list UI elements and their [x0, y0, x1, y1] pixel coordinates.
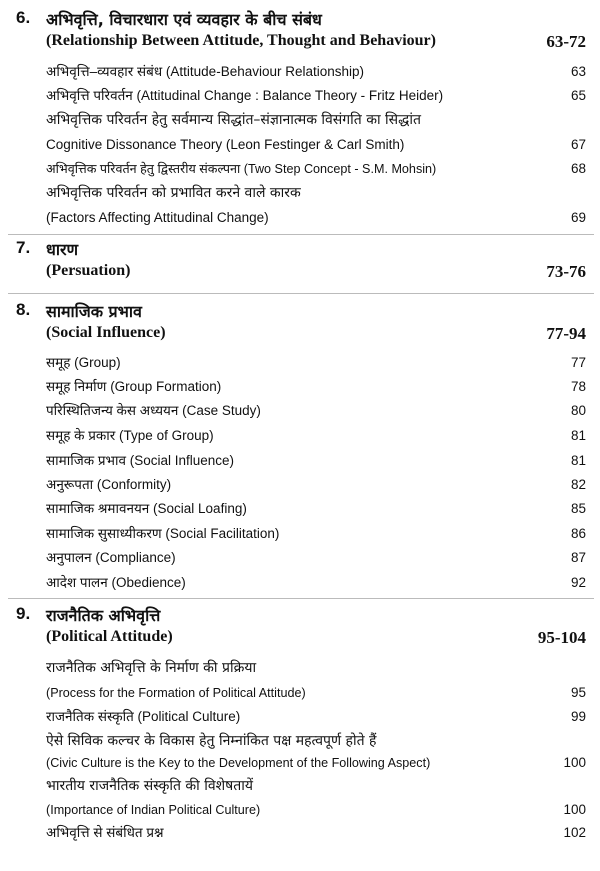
entry-page: 69 — [570, 210, 586, 225]
entry-page: 100 — [563, 755, 586, 770]
chapter-title-english: (Social Influence) — [46, 324, 166, 341]
entry-page: 78 — [570, 379, 586, 394]
entry-page: 81 — [570, 428, 586, 443]
entry-text: राजनैतिक संस्कृति (Political Culture) — [46, 709, 241, 724]
section-divider — [8, 598, 594, 599]
entry-text: समूह के प्रकार (Type of Group) — [46, 428, 214, 443]
toc-entry — [46, 159, 586, 181]
entry-page: 63 — [570, 64, 586, 79]
toc-entry — [46, 62, 586, 84]
entry-text: अनुरूपता (Conformity) — [46, 477, 172, 492]
entry-text: अभिवृत्तिक परिवर्तन हेतु सर्वमान्य सिद्धांत–संज्ञानात्मक विसंगति का सिद्धांत — [46, 112, 421, 128]
entry-page: 80 — [570, 403, 586, 418]
chapter-title-english: (Persuation) — [46, 262, 131, 279]
toc-entry — [46, 353, 586, 375]
entry-text: राजनैतिक अभिवृत्ति के निर्माण की प्रक्रिया — [46, 660, 257, 676]
toc-entry — [46, 548, 586, 570]
section-divider — [8, 234, 594, 235]
section-divider — [8, 293, 594, 294]
toc-entry — [46, 110, 586, 132]
entry-page: 77 — [570, 355, 586, 370]
entry-text: सामाजिक सुसाध्यीकरण (Social Facilitation) — [46, 526, 280, 541]
toc-entry — [46, 524, 586, 546]
entry-page: 87 — [570, 550, 586, 565]
chapter-number: 6. — [16, 8, 31, 27]
entry-text: समूह (Group) — [46, 355, 121, 370]
chapter-title-hindi: धारण — [46, 240, 79, 259]
entry-text: सामाजिक श्रमावनयन (Social Loafing) — [46, 501, 247, 516]
entry-page: 82 — [570, 477, 586, 492]
toc-entry — [46, 426, 586, 448]
entry-text: भारतीय राजनैतिक संस्कृति की विशेषतायें — [46, 778, 253, 794]
entry-page: 92 — [570, 575, 586, 590]
entry-text: ऐसे सिविक कल्चर के विकास हेतु निम्नांकित पक्ष महत्वपूर्ण होते हैं — [46, 733, 377, 749]
toc-entry — [46, 683, 586, 705]
chapter-title-english: (Political Attitude) — [46, 628, 173, 645]
entry-page: 81 — [570, 453, 586, 468]
entry-text: (Importance of Indian Political Culture) — [46, 803, 261, 817]
entry-text: अभिवृत्तिक परिवर्तन को प्रभावित करने वाले कारक — [46, 185, 301, 201]
toc-entry — [46, 208, 586, 230]
entry-page: 68 — [570, 161, 586, 176]
toc-entry — [46, 573, 586, 595]
entry-text: परिस्थितिजन्य केस अध्ययन (Case Study) — [46, 403, 261, 418]
entry-text: (Process for the Formation of Political Attitude) — [46, 686, 306, 700]
entry-page: 102 — [563, 825, 586, 840]
toc-entry — [46, 377, 586, 399]
toc-entry — [46, 86, 586, 108]
toc-entry — [46, 800, 586, 822]
entry-text: (Civic Culture is the Key to the Development of the Following Aspect) — [46, 756, 431, 770]
entry-text: समूह निर्माण (Group Formation) — [46, 379, 222, 394]
entry-text: अभिवृत्ति–व्यवहार संबंध (Attitude-Behaviour Relationship) — [46, 64, 365, 79]
chapter-title-hindi: राजनैतिक अभिवृत्ति — [46, 606, 161, 625]
entry-page: 85 — [570, 501, 586, 516]
entry-page: 95 — [570, 685, 586, 700]
entry-text: सामाजिक प्रभाव (Social Influence) — [46, 453, 235, 468]
toc-entry — [46, 658, 586, 680]
entry-page: 65 — [570, 88, 586, 103]
chapter-number: 9. — [16, 604, 31, 623]
chapter-page-range: 95-104 — [537, 628, 586, 647]
toc-entry — [46, 451, 586, 473]
chapter-page-range: 73-76 — [546, 262, 586, 281]
toc-entry — [46, 776, 586, 798]
entry-page: 86 — [570, 526, 586, 541]
entry-text: अभिवृत्ति परिवर्तन (Attitudinal Change : Balance Theory - Fritz Heider) — [46, 88, 444, 103]
entry-text: आदेश पालन (Obedience) — [46, 575, 186, 590]
toc-entry — [46, 475, 586, 497]
toc-entry — [46, 823, 586, 845]
toc-entry — [46, 183, 586, 205]
entry-text: अभिवृत्ति से संबंधित प्रश्न — [46, 825, 164, 840]
entry-page: 99 — [570, 709, 586, 724]
chapter-title-english: (Relationship Between Attitude, Thought and Behaviour) — [46, 32, 436, 49]
chapter-title-hindi: अभिवृत्ति, विचारधारा एवं व्यवहार के बीच संबंध — [46, 10, 322, 29]
chapter-number: 8. — [16, 300, 31, 319]
entry-text: अभिवृत्तिक परिवर्तन हेतु द्विस्तरीय संकल्पना (Two Step Concept - S.M. Mohsin) — [46, 162, 437, 176]
chapter-title-hindi: सामाजिक प्रभाव — [46, 302, 142, 321]
entry-page: 67 — [570, 137, 586, 152]
toc-entry — [46, 731, 586, 753]
entry-text: Cognitive Dissonance Theory (Leon Festinger & Carl Smith) — [46, 137, 405, 152]
toc-entry — [46, 753, 586, 775]
toc-entry — [46, 707, 586, 729]
entry-page: 100 — [563, 802, 586, 817]
chapter-page-range: 77-94 — [546, 324, 586, 343]
toc-entry — [46, 401, 586, 423]
entry-text: अनुपालन (Compliance) — [46, 550, 176, 565]
entry-text: (Factors Affecting Attitudinal Change) — [46, 210, 269, 225]
toc-entry — [46, 135, 586, 157]
chapter-page-range: 63-72 — [546, 32, 586, 51]
chapter-number: 7. — [16, 238, 31, 257]
toc-entry — [46, 499, 586, 521]
